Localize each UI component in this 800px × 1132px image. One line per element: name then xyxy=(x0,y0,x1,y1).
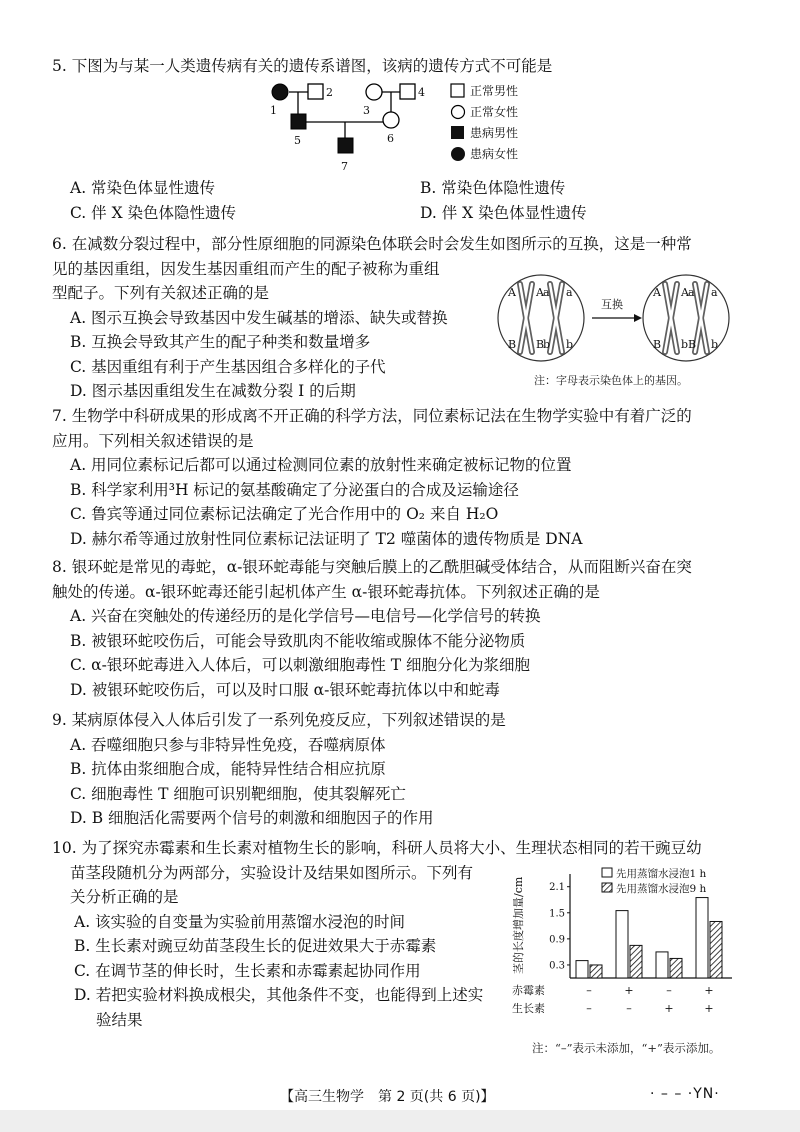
q10-stem-2: 苗茎段随机分为两部分，实验设计及结果如图所示。下列有 xyxy=(70,863,474,882)
legend-normal-male xyxy=(450,80,518,101)
pedigree-5 xyxy=(291,114,306,129)
pedigree-2 xyxy=(308,84,323,99)
q6-option-b[interactable]: B. 互换会导致其产生的配子种类和数量增多 xyxy=(70,333,371,351)
bar-9h-2 xyxy=(630,945,642,978)
q5-options xyxy=(52,176,752,225)
legend-label: 患病男性 xyxy=(470,126,519,140)
q10-option-b[interactable]: B. 生长素对豌豆幼苗茎段生长的促进效果大于赤霉素 xyxy=(74,937,437,955)
pedigree-label-1: 1 xyxy=(270,104,277,117)
y-tick-label: 0.3 xyxy=(549,960,565,972)
square-open-icon xyxy=(450,83,466,99)
chart-legend xyxy=(602,867,707,895)
q5-option-c[interactable]: C. 伴 X 染色体隐性遗传 xyxy=(70,203,237,222)
q8-option-d[interactable]: D. 被银环蛇咬伤后，可以及时口服 α-银环蛇毒抗体以中和蛇毒 xyxy=(70,680,500,699)
gene-label: a xyxy=(566,286,573,299)
question-9 xyxy=(52,708,752,831)
pedigree-7 xyxy=(338,138,353,153)
pedigree-diagram xyxy=(260,80,440,180)
q6-stem-2: 见的基因重组，因发生基因重组而产生的配子被称为重组 xyxy=(52,259,440,278)
treatment-sign: – xyxy=(626,1002,632,1015)
gene-label: b xyxy=(711,338,719,351)
q6-option-a[interactable]: A. 图示互换会导致基因中发生碱基的增添、缺失或替换 xyxy=(70,308,448,327)
gene-label: A xyxy=(508,286,516,299)
y-tick-label: 0.9 xyxy=(549,934,565,946)
footer-page-info: 【高三生物学 第 2 页(共 6 页)】 xyxy=(280,1089,495,1105)
q8-stem-1: 8. 银环蛇是常见的毒蛇，α-银环蛇毒能与突触后膜上的乙酰胆碱受体结合，从而阻断兴奋在突 xyxy=(52,558,692,576)
crossover-diagram xyxy=(496,268,746,368)
q10-bar-chart xyxy=(510,866,760,1026)
footer-code: · – – ·YN· xyxy=(650,1086,720,1102)
q5-option-a[interactable]: A. 常染色体显性遗传 xyxy=(70,179,216,197)
legend-label-1h: 先用蒸馏水浸泡1 h xyxy=(616,868,707,880)
q9-stem: 9. 某病原体侵入人体后引发了一系列免疫反应，下列叙述错误的是 xyxy=(52,711,506,729)
question-8 xyxy=(52,555,752,702)
circle-filled-icon xyxy=(450,146,466,162)
q5-option-d[interactable]: D. 伴 X 染色体显性遗传 xyxy=(420,203,587,222)
pedigree-label-7: 7 xyxy=(341,160,348,173)
treatment-sign: – xyxy=(586,984,592,997)
chart-ylabel: 茎的长度增加量/cm xyxy=(512,876,525,974)
q6-note: 注：字母表示染色体上的基因。 xyxy=(534,374,688,387)
q5-stem: 5. 下图为与某一人类遗传病有关的遗传系谱图，该病的遗传方式不可能是 xyxy=(52,57,553,75)
q9-option-a[interactable]: A. 吞噬细胞只参与非特异性免疫，吞噬病原体 xyxy=(70,735,386,754)
row-label-gibberellin: 赤霉素 xyxy=(512,984,545,997)
pedigree-3 xyxy=(366,84,382,100)
y-tick-label: 2.1 xyxy=(549,882,565,894)
legend-swatch-plain xyxy=(602,868,612,877)
question-5 xyxy=(52,54,752,79)
treatment-sign: – xyxy=(666,984,672,997)
legend-label-9h: 先用蒸馏水浸泡9 h xyxy=(616,883,707,895)
q8-option-b[interactable]: B. 被银环蛇咬伤后，可能会导致肌肉不能收缩或腺体不能分泌物质 xyxy=(70,631,526,650)
pedigree-label-2: 2 xyxy=(326,86,333,99)
q10-stem-3: 关分析正确的是 xyxy=(70,888,179,906)
crossover-arrow-label: 互换 xyxy=(601,298,623,311)
legend-label: 正常女性 xyxy=(470,105,519,119)
q10-option-d-cont: 验结果 xyxy=(96,1010,143,1029)
pedigree-label-6: 6 xyxy=(387,132,394,145)
pedigree-label-4: 4 xyxy=(418,86,425,99)
pedigree-6 xyxy=(383,112,399,128)
gene-label: a xyxy=(688,286,695,299)
gene-label: b xyxy=(566,338,574,351)
q6-option-c[interactable]: C. 基因重组有利于产生基因组合多样化的子代 xyxy=(70,357,386,376)
bar-1h-2 xyxy=(616,911,628,978)
pedigree-legend xyxy=(450,80,518,164)
q8-option-c[interactable]: C. α-银环蛇毒进入人体后，可以刺激细胞毒性 T 细胞分化为浆细胞 xyxy=(70,656,531,674)
q10-note: 注：“–”表示未添加，“+”表示添加。 xyxy=(532,1041,721,1055)
legend-label: 正常男性 xyxy=(470,84,519,98)
legend-normal-female xyxy=(450,101,518,122)
legend-swatch-hatched xyxy=(602,883,612,892)
treatment-sign: + xyxy=(624,984,634,997)
bar-9h-4 xyxy=(710,921,722,978)
gene-label: A xyxy=(536,286,544,299)
pedigree-label-5: 5 xyxy=(294,134,301,147)
q7-option-b[interactable]: B. 科学家利用³H 标记的氨基酸确定了分泌蛋白的合成及运输途径 xyxy=(70,480,519,499)
gene-label: a xyxy=(543,286,550,299)
circle-open-icon xyxy=(450,104,466,120)
question-7 xyxy=(52,404,752,551)
gene-label: a xyxy=(711,286,718,299)
gene-label: A xyxy=(653,286,661,299)
page-footer xyxy=(0,1082,800,1110)
gene-label: B xyxy=(653,338,662,351)
bar-1h-4 xyxy=(696,898,708,978)
q6-stem-3: 型配子。下列有关叙述正确的是 xyxy=(52,284,270,302)
q6-stem-1: 6. 在减数分裂过程中，部分性原细胞的同源染色体联会时会发生如图所示的互换，这是一种常 xyxy=(52,235,692,253)
q7-option-c[interactable]: C. 鲁宾等通过同位素标记法确定了光合作用中的 O₂ 来自 H₂O xyxy=(70,505,499,523)
gene-label: A xyxy=(681,286,689,299)
q8-option-a[interactable]: A. 兴奋在突触处的传递经历的是化学信号—电信号—化学信号的转换 xyxy=(70,607,541,625)
pedigree-1 xyxy=(272,84,288,100)
treatment-sign: – xyxy=(586,1002,592,1015)
q8-stem-2: 触处的传递。α-银环蛇毒还能引起机体产生 α-银环蛇毒抗体。下列叙述正确的是 xyxy=(52,582,600,601)
y-tick-label: 1.5 xyxy=(549,908,565,920)
q10-stem-1: 10. 为了探究赤霉素和生长素对植物生长的影响，科研人员将大小、生理状态相同的若干豌豆幼 xyxy=(52,839,702,857)
q7-option-a[interactable]: A. 用同位素标记后都可以通过检测同位素的放射性来确定被标记物的位置 xyxy=(70,456,572,474)
pedigree-4 xyxy=(400,84,415,99)
gene-label: b xyxy=(681,338,689,351)
q9-option-d[interactable]: D. B 细胞活化需要两个信号的刺激和细胞因子的作用 xyxy=(70,809,434,827)
legend-affected-female xyxy=(450,143,518,164)
q10-option-c[interactable]: C. 在调节茎的伸长时，生长素和赤霉素起协同作用 xyxy=(74,961,421,980)
q7-stem-2: 应用。下列相关叙述错误的是 xyxy=(52,431,254,450)
row-label-auxin: 生长素 xyxy=(512,1002,545,1015)
gene-label: B xyxy=(508,338,517,351)
legend-label: 患病女性 xyxy=(470,147,519,161)
bottom-band xyxy=(0,1110,800,1132)
q7-stem-1: 7. 生物学中科研成果的形成离不开正确的科学方法，同位素标记法在生物学实验中有着广泛的 xyxy=(52,407,692,425)
q9-option-c[interactable]: C. 细胞毒性 T 细胞可识别靶细胞，使其裂解死亡 xyxy=(70,784,406,803)
q7-option-d[interactable]: D. 赫尔希等通过放射性同位素标记法证明了 T2 噬菌体的遗传物质是 DNA xyxy=(70,529,583,548)
bar-1h-3 xyxy=(656,952,668,978)
legend-affected-male xyxy=(450,122,518,143)
pedigree-label-3: 3 xyxy=(363,104,370,117)
square-filled-icon xyxy=(450,125,466,141)
q10-option-a[interactable]: A. 该实验的自变量为实验前用蒸馏水浸泡的时间 xyxy=(74,912,406,931)
gene-label: B xyxy=(688,338,697,351)
treatment-sign: + xyxy=(704,1002,714,1015)
gene-label: B xyxy=(536,338,545,351)
bar-1h-1 xyxy=(576,961,588,978)
arrow-right-icon xyxy=(592,314,642,322)
q10-option-d[interactable]: D. 若把实验材料换成根尖，其他条件不变，也能得到上述实 xyxy=(74,986,484,1004)
q5-option-b[interactable]: B. 常染色体隐性遗传 xyxy=(420,179,566,197)
treatment-sign: + xyxy=(664,1002,674,1015)
q6-option-d[interactable]: D. 图示基因重组发生在减数分裂 Ⅰ 的后期 xyxy=(70,382,356,400)
bar-9h-3 xyxy=(670,958,682,978)
bar-9h-1 xyxy=(590,965,602,978)
treatment-sign: + xyxy=(704,984,714,997)
q9-option-b[interactable]: B. 抗体由浆细胞合成，能特异性结合相应抗原 xyxy=(70,760,386,778)
gene-label: b xyxy=(543,338,551,351)
